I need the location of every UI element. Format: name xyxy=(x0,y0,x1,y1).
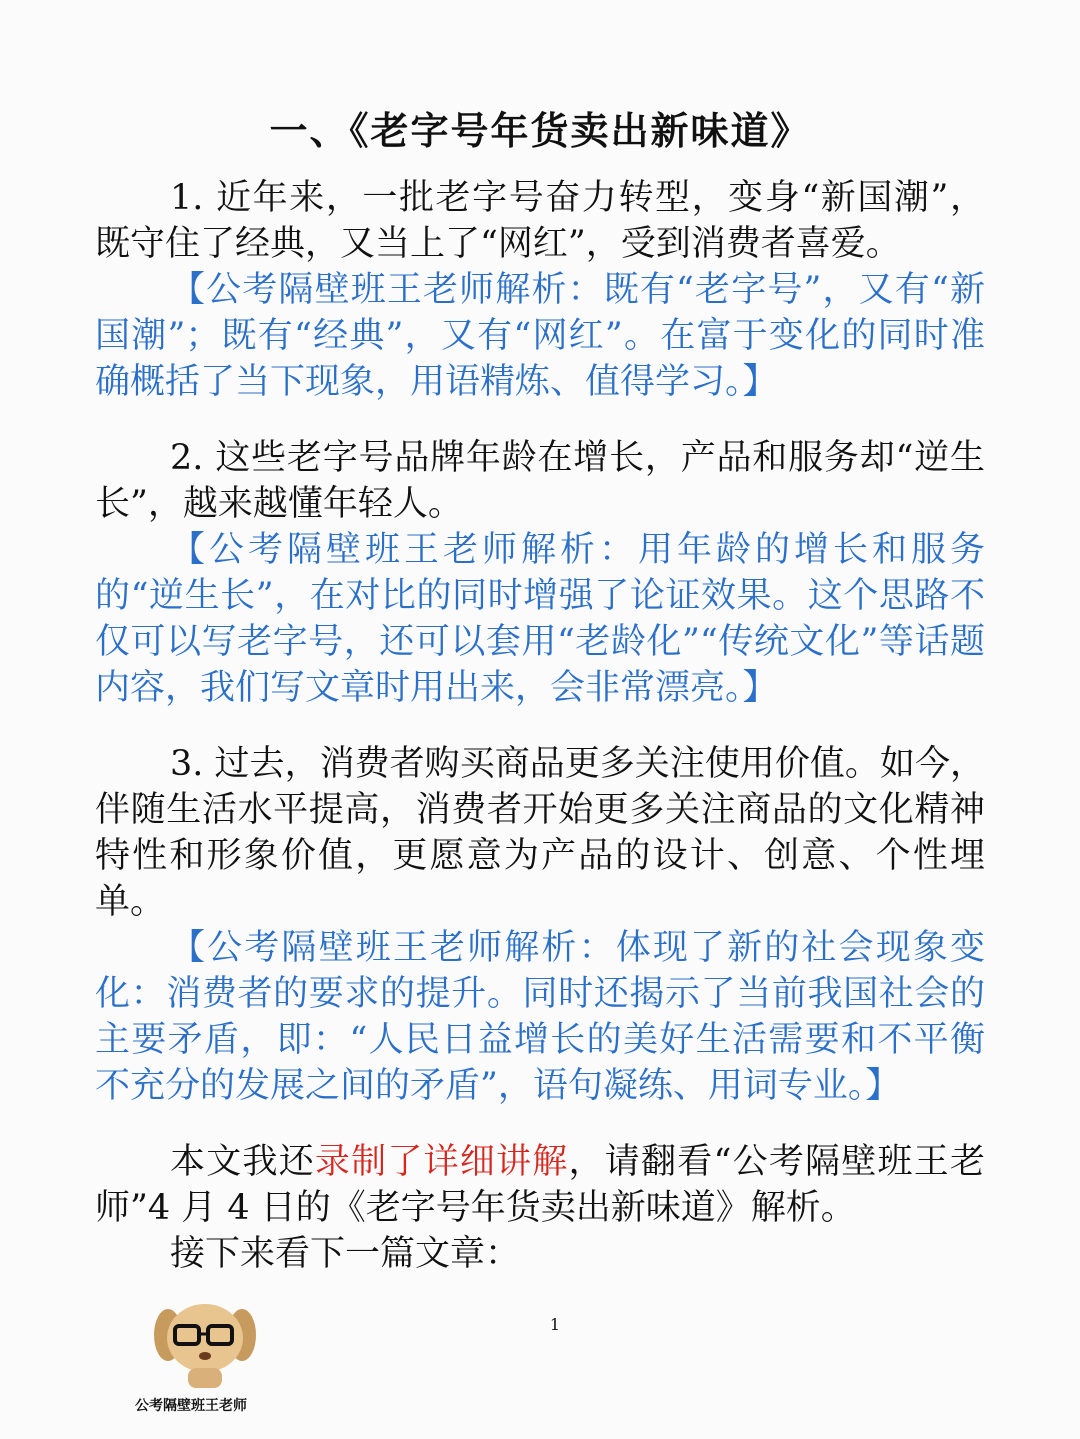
paragraph-2: 2. 这些老字号品牌年龄在增长，产品和服务却“逆生长”，越来越懂年轻人。 xyxy=(95,438,985,524)
mascot-dog-icon xyxy=(150,1290,260,1390)
paragraph-1: 1. 近年来，一批老字号奋力转型，变身“新国潮”，既守住了经典，又当上了“网红”，受到消费者喜爱。 xyxy=(95,178,985,264)
paragraph-3: 3. 过去，消费者购买商品更多关注使用价值。如今，伴随生活水平提高，消费者开始更多关注商品的文化精神特性和形象价值，更愿意为产品的设计、创意、个性埋单。 xyxy=(95,744,985,922)
analysis-2: 【公考隔壁班王老师解析：用年龄的增长和服务的“逆生长”，在对比的同时增强了论证效果。这个思路不仅可以写老字号，还可以套用“老龄化”“传统文化”等话题内容，我们写文章时用出来，会非常漂亮。】 xyxy=(95,530,985,708)
closing-text-pre: 本文我还 xyxy=(170,1142,315,1182)
closing-highlight: 录制了详细讲解 xyxy=(314,1142,569,1182)
analysis-1: 【公考隔壁班王老师解析：既有“老字号”，又有“新国潮”；既有“经典”，又有“网红”。在富于变化的同时准确概括了当下现象，用语精炼、值得学习。】 xyxy=(95,270,985,402)
analysis-3: 【公考隔壁班王老师解析：体现了新的社会现象变化：消费者的要求的提升。同时还揭示了当前我国社会的主要矛盾，即：“人民日益增长的美好生活需要和不平衡不充分的发展之间的矛盾”，语句凝练、用词专业。】 xyxy=(95,928,985,1106)
next-article-line: 接下来看下一篇文章： xyxy=(170,1234,521,1274)
closing-text-post: ，请翻看“公考隔壁班王老师”4 月 4 日的《老字号年货卖出新味道》解析。 xyxy=(95,1142,985,1228)
article-body xyxy=(95,175,985,1277)
page-title: 一、《老字号年货卖出新味道》 xyxy=(269,108,811,153)
closing-paragraph xyxy=(95,1139,985,1231)
page-number: 1 xyxy=(549,1315,561,1334)
watermark-caption: 公考隔壁班王老师 xyxy=(135,1398,247,1414)
